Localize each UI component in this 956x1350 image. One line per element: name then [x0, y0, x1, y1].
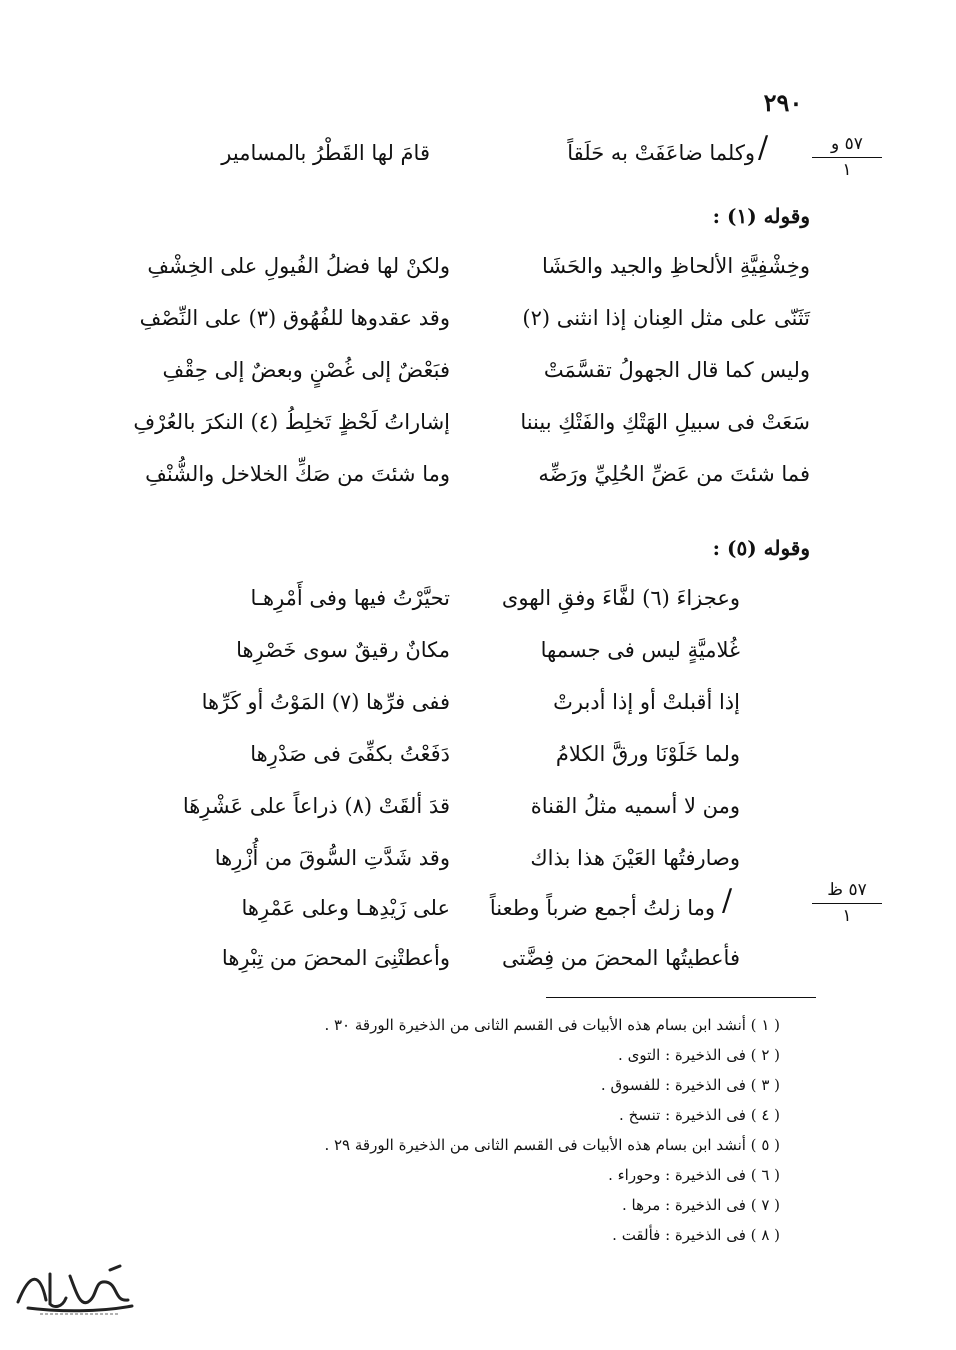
- page-number: ٢٩٠: [763, 88, 803, 117]
- poem-intro: وقوله (٥) :: [712, 536, 810, 560]
- verse-hemistich-right: وما زلتُ أجمع ضرباً وطعناً: [489, 896, 715, 920]
- verse-hemistich-left: فبَعْضٌ إلى غُصْنٍ وبعضٌ إلى حِقْفِ: [162, 358, 450, 382]
- verse-hemistich-left: وقد شَدَّتِ السُّوقَ من أُزْرِها: [214, 846, 450, 870]
- footnote-divider: [546, 997, 816, 998]
- verse-hemistich-left: إشاراتُ لَحْظٍ تَخلِطُ (٤) النكرَ بالعُرْفِ: [133, 410, 450, 434]
- footnote: ( ٨ ) فى الذخيرة : فألقت .: [612, 1226, 780, 1244]
- verse-hemistich-left: وما شئتَ من صَكِّ الخلاخل والشُّنْفِ: [145, 462, 450, 486]
- margin-ref-bottom: ١: [842, 906, 852, 926]
- verse-hemistich-right: ومن لا أسميه مثلُ القناة: [530, 794, 740, 818]
- verse-hemistich-right: تَثَنّى على مثل العِنان إذا انثنى (٢): [522, 306, 810, 330]
- verse-hemistich-right: وعجزاءَ (٦) لفَّاءَ وفقِ الهوى: [501, 586, 740, 610]
- verse-hemistich-left: مكانٌ رقيقٌ سوى خَصْرِها: [236, 638, 450, 662]
- margin-ref-top: ٥٧ و: [812, 134, 882, 158]
- verse-hemistich-right: وليس كما قال الجهولُ تقسَّمَتْ: [543, 358, 810, 382]
- verse-hemistich-right: فأعطيتُها المحضَ من فِضَّتى: [502, 946, 740, 970]
- verse-hemistich-right: وكلما ضاعَفَتْ به حَلَقاً: [567, 141, 755, 165]
- verse-hemistich-right: وصارفتُها العَيْنَ هذا بذاك: [530, 846, 740, 870]
- footnote: ( ٤ ) فى الذخيرة : تنسخ .: [619, 1106, 780, 1124]
- poem-intro: وقوله (١) :: [712, 204, 810, 228]
- footnotes: [260, 1010, 780, 1250]
- footnote: ( ٢ ) فى الذخيرة : التوى .: [618, 1046, 780, 1064]
- verse-hemistich-right: وخِشْفِيَّةِ الألحاظِ والجيد والحَشَا: [541, 254, 810, 278]
- margin-ref-2: [812, 880, 882, 926]
- footnote: ( ١ ) أنشد ابن بسام هذه الأبيات فى القسم الثانى من الذخيرة الورقة ٣٠ .: [324, 1016, 780, 1034]
- verse-hemistich-left: قدَ ألقَتْ (٨) ذراعاً على عَشْرِهَا: [182, 794, 450, 818]
- folio-marker: /: [758, 130, 769, 165]
- verse-hemistich-left: وأعطتْنِىَ المحضَ من تِبْرِها: [221, 946, 450, 970]
- footnote: ( ٣ ) فى الذخيرة : للفسوق .: [600, 1076, 780, 1094]
- margin-ref-top: ٥٧ ظ: [812, 880, 882, 904]
- folio-marker: /: [722, 883, 733, 918]
- verse-hemistich-right: إذا أقبلتْ أو إذا أدبرتْ: [553, 690, 740, 714]
- margin-ref-1: [812, 134, 882, 180]
- margin-ref-bottom: ١: [842, 160, 852, 180]
- verse-hemistich-right: سَعَتْ فى سبيلِ الهَتْكِ والفَتْكِ بيننا: [520, 410, 810, 434]
- verse-hemistich-left: ففى فرِّها (٧) المَوْتُ أو كَرِّها: [201, 690, 450, 714]
- footnote: ( ٧ ) فى الذخيرة : مرها .: [622, 1196, 780, 1214]
- verse-hemistich-left: على زَيْدِهـا وعلى عَمْرِها: [241, 896, 450, 920]
- verse-hemistich-left: قامَ لها القَطْرُ بالمسامير: [221, 141, 430, 165]
- verse-hemistich-right: ولما خَلَوْنَا ورقَّ الكلامُ: [555, 742, 740, 766]
- calligraphy-stamp-logo: [10, 1262, 140, 1320]
- verse-hemistich-left: وقد عقدوها للفُهُوق (٣) على النِّصْفِ: [139, 306, 450, 330]
- verse-hemistich-left: ولكنْ لها فضلُ الفُيولِ على الخِشْفِ: [147, 254, 450, 278]
- verse-hemistich-left: دَفَعْتُ بكفِّىَ فى صَدْرِها: [250, 742, 450, 766]
- footnote: ( ٦ ) فى الذخيرة : وحوراء .: [608, 1166, 780, 1184]
- verse-hemistich-right: فما شئتَ من عَضِّ الحُلِيِّ ورَضِّه: [538, 462, 810, 486]
- verse-hemistich-right: غُلاميَّةٍ ليس فى جسمها: [540, 638, 740, 662]
- footnote: ( ٥ ) أنشد ابن بسام هذه الأبيات فى القسم الثانى من الذخيرة الورقة ٢٩ .: [324, 1136, 780, 1154]
- verse-hemistich-left: تحيَّرْتُ فيها وفى أَمْرِهـا: [250, 586, 450, 610]
